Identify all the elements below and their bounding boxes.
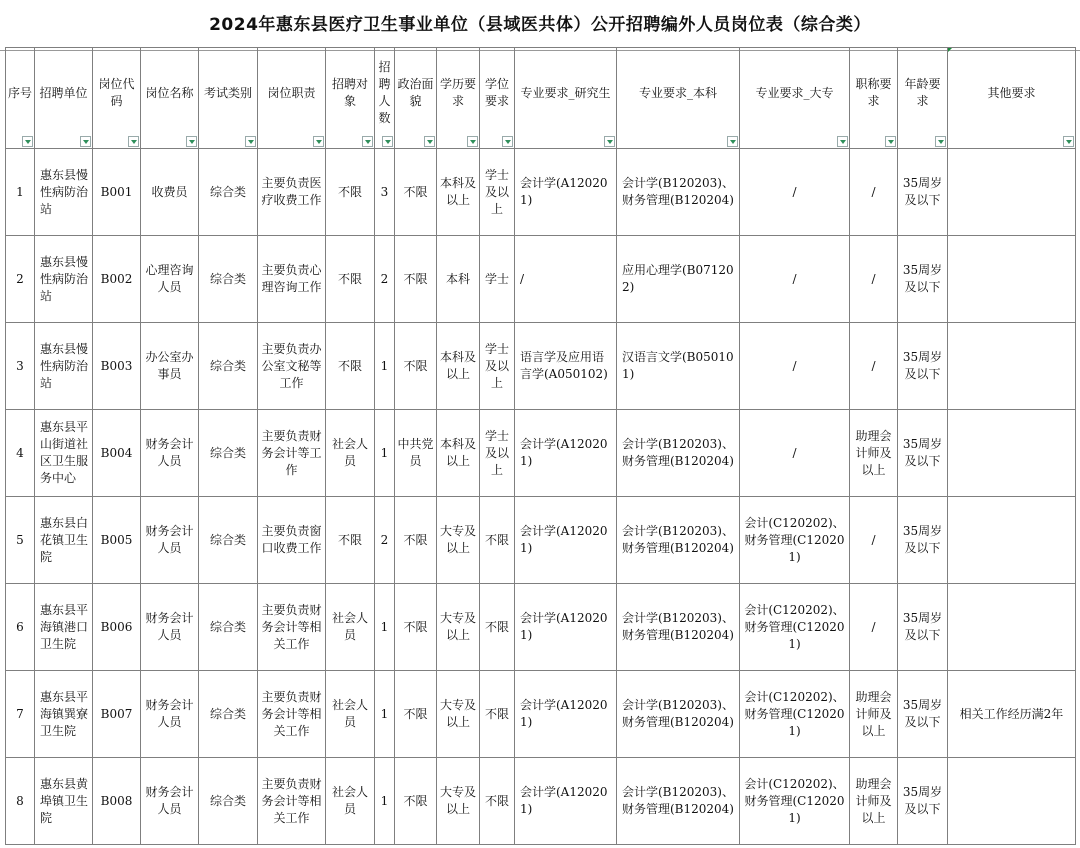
cell-position-code[interactable]: B006	[93, 584, 141, 671]
cell-political-status[interactable]: 不限	[395, 236, 437, 323]
cell-position-code[interactable]: B007	[93, 671, 141, 758]
cell-index[interactable]: 3	[6, 323, 35, 410]
filter-dropdown-icon[interactable]	[837, 136, 848, 147]
cell-degree[interactable]: 不限	[480, 671, 515, 758]
cell-major-college[interactable]: 会计(C120202)、财务管理(C120201)	[740, 758, 850, 845]
cell-headcount[interactable]: 1	[375, 758, 395, 845]
filter-dropdown-icon[interactable]	[245, 136, 256, 147]
header-cell	[141, 48, 199, 149]
filter-dropdown-icon[interactable]	[22, 136, 33, 147]
cell-age[interactable]: 35周岁及以下	[898, 410, 948, 497]
header-label: 专业要求_研究生	[520, 85, 611, 100]
header-label: 年龄要求	[904, 77, 941, 108]
cell-headcount[interactable]: 1	[375, 323, 395, 410]
cell-political-status[interactable]: 不限	[395, 323, 437, 410]
cell-degree[interactable]: 学士	[480, 236, 515, 323]
cell-duties[interactable]: 主要负责办公室文秘等工作	[258, 323, 326, 410]
cell-age[interactable]: 35周岁及以下	[898, 584, 948, 671]
cell-headcount[interactable]: 2	[375, 236, 395, 323]
filter-dropdown-icon[interactable]	[935, 136, 946, 147]
cell-index[interactable]: 8	[6, 758, 35, 845]
filter-dropdown-icon[interactable]	[424, 136, 435, 147]
cell-title-requirement[interactable]: 助理会计师及以上	[850, 671, 898, 758]
header-cell	[375, 48, 395, 149]
cell-major-graduate[interactable]: 会计学(A120201)	[515, 671, 617, 758]
cell-political-status[interactable]: 不限	[395, 671, 437, 758]
cell-major-college[interactable]: /	[740, 410, 850, 497]
header-cell	[35, 48, 93, 149]
cell-education[interactable]: 大专及以上	[437, 671, 480, 758]
cell-exam-type[interactable]: 综合类	[199, 323, 258, 410]
cell-duties[interactable]: 主要负责财务会计等相关工作	[258, 584, 326, 671]
cell-major-graduate[interactable]: 会计学(A120201)	[515, 410, 617, 497]
cell-duties[interactable]: 主要负责窗口收费工作	[258, 497, 326, 584]
cell-position-code[interactable]: B002	[93, 236, 141, 323]
cell-exam-type[interactable]: 综合类	[199, 497, 258, 584]
cell-duties[interactable]: 主要负责财务会计等相关工作	[258, 671, 326, 758]
cell-unit[interactable]: 惠东县黄埠镇卫生院	[35, 758, 93, 845]
cell-unit[interactable]: 惠东县平海镇港口卫生院	[35, 584, 93, 671]
header-label: 学历要求	[439, 77, 476, 108]
cell-target[interactable]: 不限	[326, 236, 375, 323]
cell-target[interactable]: 社会人员	[326, 410, 375, 497]
header-cell	[258, 48, 326, 149]
cell-unit[interactable]: 惠东县慢性病防治站	[35, 323, 93, 410]
cell-major-graduate[interactable]: 会计学(A120201)	[515, 584, 617, 671]
cell-duties[interactable]: 主要负责财务会计等工作	[258, 410, 326, 497]
cell-position-name[interactable]: 收费员	[141, 149, 199, 236]
cell-unit[interactable]: 惠东县慢性病防治站	[35, 149, 93, 236]
filter-dropdown-icon[interactable]	[80, 136, 91, 147]
cell-unit[interactable]: 惠东县慢性病防治站	[35, 236, 93, 323]
page-title: 2024年惠东县医疗卫生事业单位（县域医共体）公开招聘编外人员岗位表（综合类）	[0, 0, 1080, 51]
cell-index[interactable]: 5	[6, 497, 35, 584]
header-label: 招聘人数	[378, 60, 391, 125]
cell-degree[interactable]: 不限	[480, 584, 515, 671]
cell-marker	[948, 48, 952, 52]
cell-position-code[interactable]: B001	[93, 149, 141, 236]
header-label: 考试类别	[203, 85, 252, 100]
cell-position-name[interactable]: 财务会计人员	[141, 497, 199, 584]
table-row	[6, 149, 1076, 236]
cell-position-name[interactable]: 财务会计人员	[141, 584, 199, 671]
cell-major-graduate[interactable]: /	[515, 236, 617, 323]
cell-degree[interactable]: 不限	[480, 758, 515, 845]
cell-political-status[interactable]: 不限	[395, 497, 437, 584]
cell-headcount[interactable]: 1	[375, 584, 395, 671]
cell-major-bachelor[interactable]: 会计学(B120203)、财务管理(B120204)	[617, 497, 740, 584]
cell-exam-type[interactable]: 综合类	[199, 584, 258, 671]
cell-headcount[interactable]: 1	[375, 410, 395, 497]
cell-major-graduate[interactable]: 会计学(A120201)	[515, 758, 617, 845]
positions-table	[5, 47, 1076, 845]
cell-degree[interactable]: 学士及以上	[480, 149, 515, 236]
cell-exam-type[interactable]: 综合类	[199, 149, 258, 236]
cell-age[interactable]: 35周岁及以下	[898, 758, 948, 845]
cell-education[interactable]: 本科及以上	[437, 323, 480, 410]
header-label: 学位要求	[484, 77, 509, 108]
cell-headcount[interactable]: 1	[375, 671, 395, 758]
cell-major-graduate[interactable]: 会计学(A120201)	[515, 149, 617, 236]
cell-degree[interactable]: 学士及以上	[480, 323, 515, 410]
cell-education[interactable]: 本科及以上	[437, 149, 480, 236]
header-cell	[850, 48, 898, 149]
cell-major-bachelor[interactable]: 会计学(B120203)、财务管理(B120204)	[617, 758, 740, 845]
cell-position-code[interactable]: B008	[93, 758, 141, 845]
cell-position-name[interactable]: 财务会计人员	[141, 410, 199, 497]
cell-political-status[interactable]: 不限	[395, 758, 437, 845]
cell-major-graduate[interactable]: 会计学(A120201)	[515, 497, 617, 584]
header-cell	[93, 48, 141, 149]
header-cell	[199, 48, 258, 149]
cell-major-college[interactable]: /	[740, 149, 850, 236]
cell-title-requirement[interactable]: /	[850, 497, 898, 584]
table-row	[6, 236, 1076, 323]
cell-degree[interactable]: 学士及以上	[480, 410, 515, 497]
cell-target[interactable]: 社会人员	[326, 584, 375, 671]
table-row	[6, 497, 1076, 584]
cell-target[interactable]: 社会人员	[326, 758, 375, 845]
header-cell	[6, 48, 35, 149]
cell-major-bachelor[interactable]: 会计学(B120203)、财务管理(B120204)	[617, 584, 740, 671]
table-row	[6, 410, 1076, 497]
cell-position-name[interactable]: 心理咨询人员	[141, 236, 199, 323]
cell-major-bachelor[interactable]: 会计学(B120203)、财务管理(B120204)	[617, 671, 740, 758]
filter-dropdown-icon[interactable]	[382, 136, 393, 147]
cell-position-code[interactable]: B005	[93, 497, 141, 584]
cell-major-bachelor[interactable]: 会计学(B120203)、财务管理(B120204)	[617, 149, 740, 236]
cell-major-college[interactable]: /	[740, 323, 850, 410]
cell-education[interactable]: 大专及以上	[437, 584, 480, 671]
cell-age[interactable]: 35周岁及以下	[898, 671, 948, 758]
header-label: 职称要求	[855, 77, 892, 108]
cell-other[interactable]	[948, 410, 1076, 497]
header-cell	[437, 48, 480, 149]
cell-education[interactable]: 大专及以上	[437, 758, 480, 845]
cell-other[interactable]: 相关工作经历满2年	[948, 671, 1076, 758]
cell-position-name[interactable]: 办公室办事员	[141, 323, 199, 410]
cell-major-college[interactable]: 会计(C120202)、财务管理(C120201)	[740, 584, 850, 671]
filter-dropdown-icon[interactable]	[885, 136, 896, 147]
cell-other[interactable]	[948, 323, 1076, 410]
cell-degree[interactable]: 不限	[480, 497, 515, 584]
header-label: 招聘对象	[331, 77, 368, 108]
cell-index[interactable]: 1	[6, 149, 35, 236]
cell-education[interactable]: 本科	[437, 236, 480, 323]
cell-major-college[interactable]: /	[740, 236, 850, 323]
cell-other[interactable]	[948, 236, 1076, 323]
header-cell	[948, 48, 1076, 149]
cell-index[interactable]: 4	[6, 410, 35, 497]
cell-age[interactable]: 35周岁及以下	[898, 236, 948, 323]
header-label: 序号	[8, 85, 33, 100]
table-body	[6, 149, 1076, 845]
filter-dropdown-icon[interactable]	[502, 136, 513, 147]
cell-headcount[interactable]: 3	[375, 149, 395, 236]
filter-dropdown-icon[interactable]	[362, 136, 373, 147]
cell-position-code[interactable]: B003	[93, 323, 141, 410]
cell-other[interactable]	[948, 584, 1076, 671]
header-label: 其他要求	[987, 85, 1036, 100]
filter-dropdown-icon[interactable]	[1063, 136, 1074, 147]
header-label: 岗位职责	[267, 85, 316, 100]
header-cell	[326, 48, 375, 149]
table-row	[6, 758, 1076, 845]
cell-age[interactable]: 35周岁及以下	[898, 323, 948, 410]
table-row	[6, 671, 1076, 758]
header-cell	[617, 48, 740, 149]
filter-dropdown-icon[interactable]	[186, 136, 197, 147]
cell-other[interactable]	[948, 497, 1076, 584]
cell-duties[interactable]: 主要负责医疗收费工作	[258, 149, 326, 236]
header-label: 岗位代码	[98, 77, 135, 108]
cell-target[interactable]: 不限	[326, 323, 375, 410]
cell-title-requirement[interactable]: /	[850, 584, 898, 671]
cell-target[interactable]: 社会人员	[326, 671, 375, 758]
cell-headcount[interactable]: 2	[375, 497, 395, 584]
cell-duties[interactable]: 主要负责财务会计等相关工作	[258, 758, 326, 845]
cell-index[interactable]: 6	[6, 584, 35, 671]
cell-major-bachelor[interactable]: 会计学(B120203)、财务管理(B120204)	[617, 410, 740, 497]
header-row	[6, 48, 1076, 149]
cell-age[interactable]: 35周岁及以下	[898, 149, 948, 236]
cell-index[interactable]: 2	[6, 236, 35, 323]
cell-unit[interactable]: 惠东县平山街道社区卫生服务中心	[35, 410, 93, 497]
cell-position-code[interactable]: B004	[93, 410, 141, 497]
header-label: 专业要求_本科	[638, 85, 717, 100]
cell-index[interactable]: 7	[6, 671, 35, 758]
cell-education[interactable]: 大专及以上	[437, 497, 480, 584]
cell-title-requirement[interactable]: /	[850, 236, 898, 323]
cell-exam-type[interactable]: 综合类	[199, 410, 258, 497]
header-label: 招聘单位	[39, 85, 88, 100]
cell-other[interactable]	[948, 149, 1076, 236]
cell-title-requirement[interactable]: 助理会计师及以上	[850, 410, 898, 497]
cell-target[interactable]: 不限	[326, 149, 375, 236]
header-label: 岗位名称	[145, 85, 194, 100]
cell-major-graduate[interactable]: 语言学及应用语言学(A050102)	[515, 323, 617, 410]
filter-dropdown-icon[interactable]	[467, 136, 478, 147]
cell-political-status[interactable]: 不限	[395, 584, 437, 671]
cell-exam-type[interactable]: 综合类	[199, 758, 258, 845]
header-cell	[480, 48, 515, 149]
filter-dropdown-icon[interactable]	[128, 136, 139, 147]
cell-political-status[interactable]: 不限	[395, 149, 437, 236]
cell-age[interactable]: 35周岁及以下	[898, 497, 948, 584]
filter-dropdown-icon[interactable]	[313, 136, 324, 147]
filter-dropdown-icon[interactable]	[604, 136, 615, 147]
cell-title-requirement[interactable]: 助理会计师及以上	[850, 758, 898, 845]
cell-major-college[interactable]: 会计(C120202)、财务管理(C120201)	[740, 671, 850, 758]
cell-title-requirement[interactable]: /	[850, 323, 898, 410]
header-cell	[395, 48, 437, 149]
cell-unit[interactable]: 惠东县白花镇卫生院	[35, 497, 93, 584]
cell-education[interactable]: 本科及以上	[437, 410, 480, 497]
cell-target[interactable]: 不限	[326, 497, 375, 584]
header-label: 专业要求_大专	[755, 85, 834, 100]
cell-position-name[interactable]: 财务会计人员	[141, 671, 199, 758]
cell-other[interactable]	[948, 758, 1076, 845]
header-label: 政治面貌	[397, 77, 434, 108]
header-cell	[898, 48, 948, 149]
cell-political-status[interactable]: 中共党员	[395, 410, 437, 497]
cell-major-college[interactable]: 会计(C120202)、财务管理(C120201)	[740, 497, 850, 584]
cell-major-bachelor[interactable]: 汉语言文学(B050101)	[617, 323, 740, 410]
cell-unit[interactable]: 惠东县平海镇巽寮卫生院	[35, 671, 93, 758]
cell-duties[interactable]: 主要负责心理咨询工作	[258, 236, 326, 323]
table-row	[6, 584, 1076, 671]
cell-major-bachelor[interactable]: 应用心理学(B071202)	[617, 236, 740, 323]
header-cell	[515, 48, 617, 149]
cell-title-requirement[interactable]: /	[850, 149, 898, 236]
cell-position-name[interactable]: 财务会计人员	[141, 758, 199, 845]
filter-dropdown-icon[interactable]	[727, 136, 738, 147]
table-row	[6, 323, 1076, 410]
cell-exam-type[interactable]: 综合类	[199, 236, 258, 323]
header-cell	[740, 48, 850, 149]
cell-exam-type[interactable]: 综合类	[199, 671, 258, 758]
